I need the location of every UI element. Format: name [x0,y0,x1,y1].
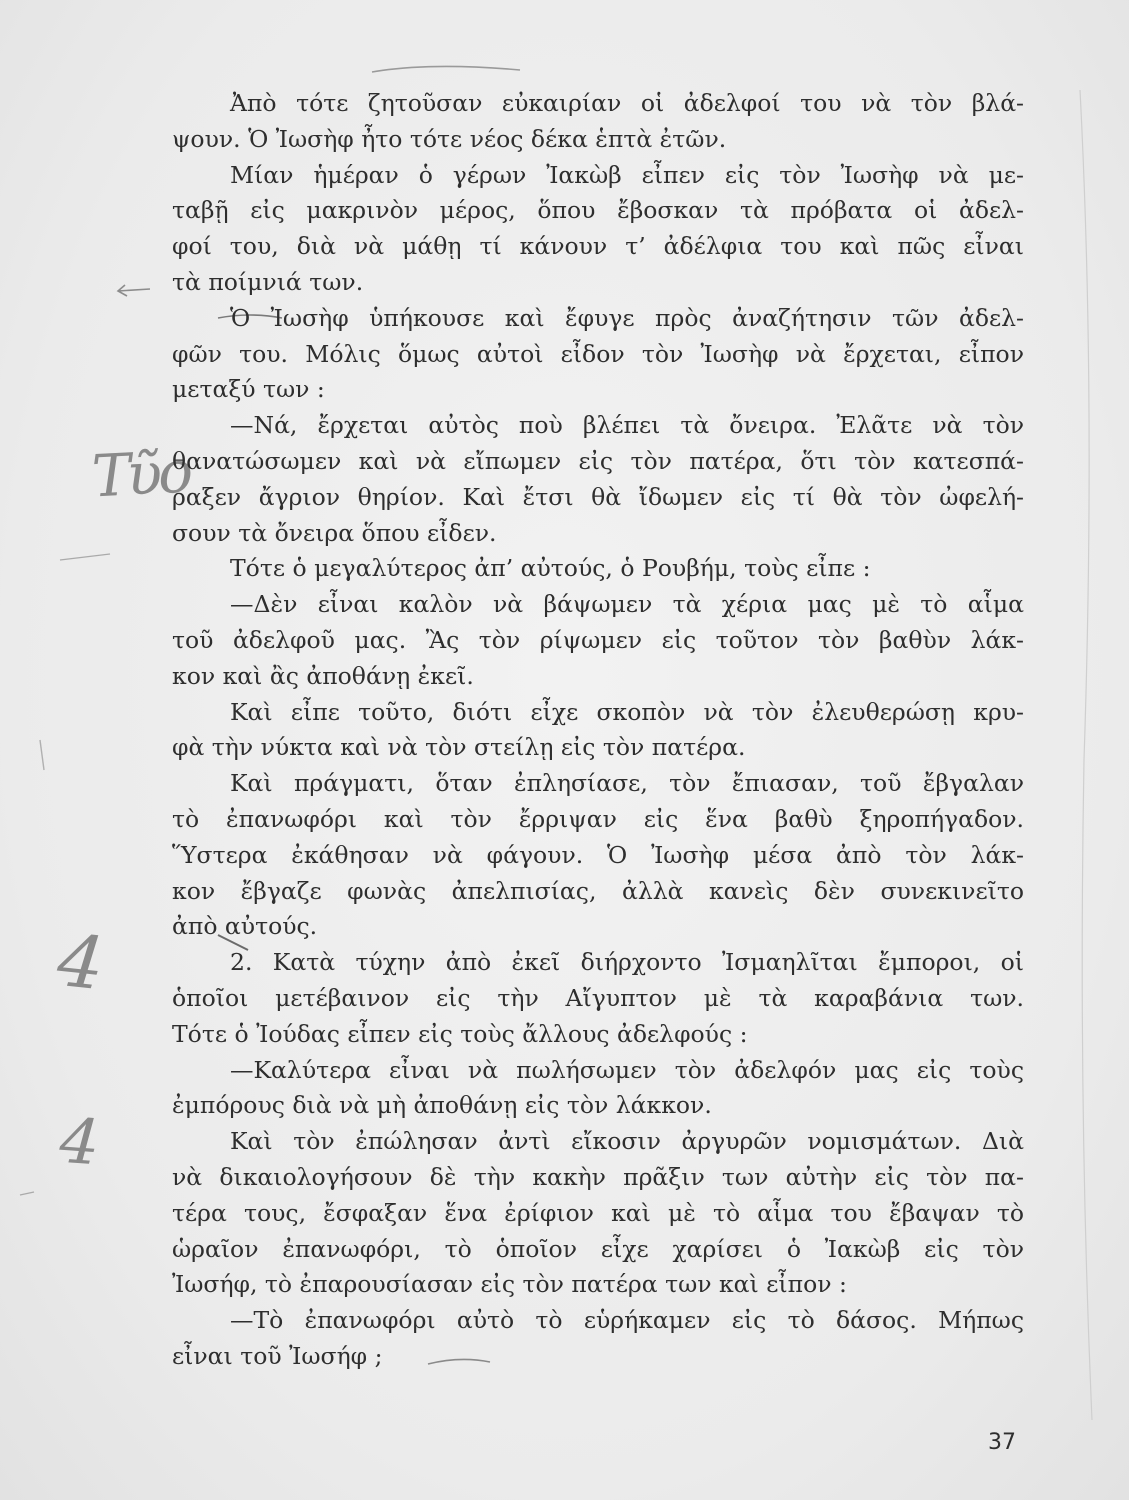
text-line: φῶν του. Μόλις ὅμως αὐτοὶ εἶδον τὸν Ἰωσὴφ νὰ ἔρχεται, εἶπον [172,339,1024,368]
text-line: φοί του, διὰ νὰ μάθῃ τί κάνουν τ’ ἀδέλφια του καὶ πῶς εἶναι [172,232,1024,261]
text-line: ὁποῖοι μετέβαινον εἰς τὴν Αἴγυπτον μὲ τὰ καραβάνια των. [172,983,1024,1012]
text-line: σουν τὰ ὄνειρα ὅπου εἶδεν. [172,518,497,547]
text-line: Τότε ὁ μεγαλύτερος ἀπ’ αὐτούς, ὁ Ρουβήμ, τοὺς εἶπε : [230,554,871,583]
margin-note-top: Τῦο [90,437,191,511]
page-number: 37 [988,1430,1016,1455]
text-line: ταβῇ εἰς μακρινὸν μέρος, ὅπου ἔβοσκαν τὰ πρόβατα οἱ ἀδελ- [172,196,1024,225]
text-line: μεταξύ των : [172,375,325,404]
text-line: Ἀπὸ τότε ζητοῦσαν εὐκαιρίαν οἱ ἀδελφοί του νὰ τὸν βλά- [230,89,1024,117]
text-line: τέρα τους, ἔσφαξαν ἕνα ἐρίφιον καὶ μὲ τὸ αἷμα του ἔβαψαν τὸ [172,1198,1024,1227]
text-line: τὸ ἐπανωφόρι καὶ τὸν ἔρριψαν εἰς ἕνα βαθὺ ξηροπήγαδον. [172,804,1024,833]
text-line: τὰ ποίμνιά των. [172,267,364,296]
text-line: Καὶ τὸν ἐπώλησαν ἀντὶ εἴκοσιν ἀργυρῶν νομισμάτων. Διὰ [230,1127,1024,1156]
text-line: Ὕστερα ἐκάθησαν νὰ φάγουν. Ὁ Ἰωσὴφ μέσα ἀπὸ τὸν λάκ- [172,840,1024,869]
text-line: ραξεν ἄγριον θηρίον. Καὶ ἔτσι θὰ ἴδωμεν εἰς τί θὰ τὸν ὠφελή- [172,482,1024,511]
body-text [172,86,1024,1375]
text-line: θανατώσωμεν καὶ νὰ εἴπωμεν εἰς τὸν πατέρα, ὅτι τὸν κατεσπά- [172,446,1024,475]
text-line: Ἰωσήφ, τὸ ἐπαρουσίασαν εἰς τὸν πατέρα των καὶ εἶπον : [172,1270,847,1299]
text-line: φὰ τὴν νύκτα καὶ νὰ τὸν στείλῃ εἰς τὸν πατέρα. [172,733,746,762]
text-line: ἀπὸ αὐτούς. [172,912,318,941]
text-line: ἐμπόρους διὰ νὰ μὴ ἀποθάνῃ εἰς τὸν λάκκον. [172,1091,712,1120]
text-line: 2. Κατὰ τύχην ἀπὸ ἐκεῖ διήρχοντο Ἰσμαηλῖται ἔμποροι, οἱ [230,948,1024,977]
text-line: ψουν. Ὁ Ἰωσὴφ ἦτο τότε νέος δέκα ἑπτὰ ἐτῶν. [172,124,727,153]
text-line: —Νά, ἔρχεται αὐτὸς ποὺ βλέπει τὰ ὄνειρα. Ἐλᾶτε νὰ τὸν [230,411,1024,440]
text-line: τοῦ ἀδελφοῦ μας. Ἂς τὸν ρίψωμεν εἰς τοῦτον τὸν βαθὺν λάκ- [172,625,1024,654]
text-line: κον ἔβγαζε φωνὰς ἀπελπισίας, ἀλλὰ κανεὶς δὲν συνεκινεῖτο [172,876,1024,905]
margin-note-bottom: 4 [57,1103,102,1180]
text-line: Ὁ Ἰωσὴφ ὑπήκουσε καὶ ἔφυγε πρὸς ἀναζήτησιν τῶν ἀδελ- [230,303,1024,332]
text-line: —Δὲν εἶναι καλὸν νὰ βάψωμεν τὰ χέρια μας μὲ τὸ αἷμα [230,590,1024,619]
text-line: εἶναι τοῦ Ἰωσήφ ; [172,1341,383,1370]
text-line: ὡραῖον ἐπανωφόρι, τὸ ὁποῖον εἶχε χαρίσει ὁ Ἰακὼβ εἰς τὸν [172,1234,1024,1263]
text-line: Τότε ὁ Ἰούδας εἶπεν εἰς τοὺς ἄλλους ἀδελφούς : [172,1019,748,1048]
margin-note-middle: 4 [53,917,109,1007]
text-line: κον καὶ ἂς ἀποθάνῃ ἐκεῖ. [172,661,474,690]
text-line: —Τὸ ἐπανωφόρι αὐτὸ τὸ εὑρήκαμεν εἰς τὸ δάσος. Μήπως [230,1306,1024,1335]
text-line: Καὶ πράγματι, ὅταν ἐπλησίασε, τὸν ἔπιασαν, τοῦ ἔβγαλαν [230,769,1024,798]
text-line: Μίαν ἡμέραν ὁ γέρων Ἰακὼβ εἶπεν εἰς τὸν Ἰωσὴφ νὰ με- [230,160,1024,189]
text-line: νὰ δικαιολογήσουν δὲ τὴν κακὴν πρᾶξιν των αὐτὴν εἰς τὸν πα- [172,1162,1024,1191]
text-line: —Καλύτερα εἶναι νὰ πωλήσωμεν τὸν ἀδελφόν μας εἰς τοὺς [230,1055,1024,1084]
text-line: Καὶ εἶπε τοῦτο, διότι εἶχε σκοπὸν νὰ τὸν ἐλευθερώσῃ κρυ- [230,697,1024,726]
